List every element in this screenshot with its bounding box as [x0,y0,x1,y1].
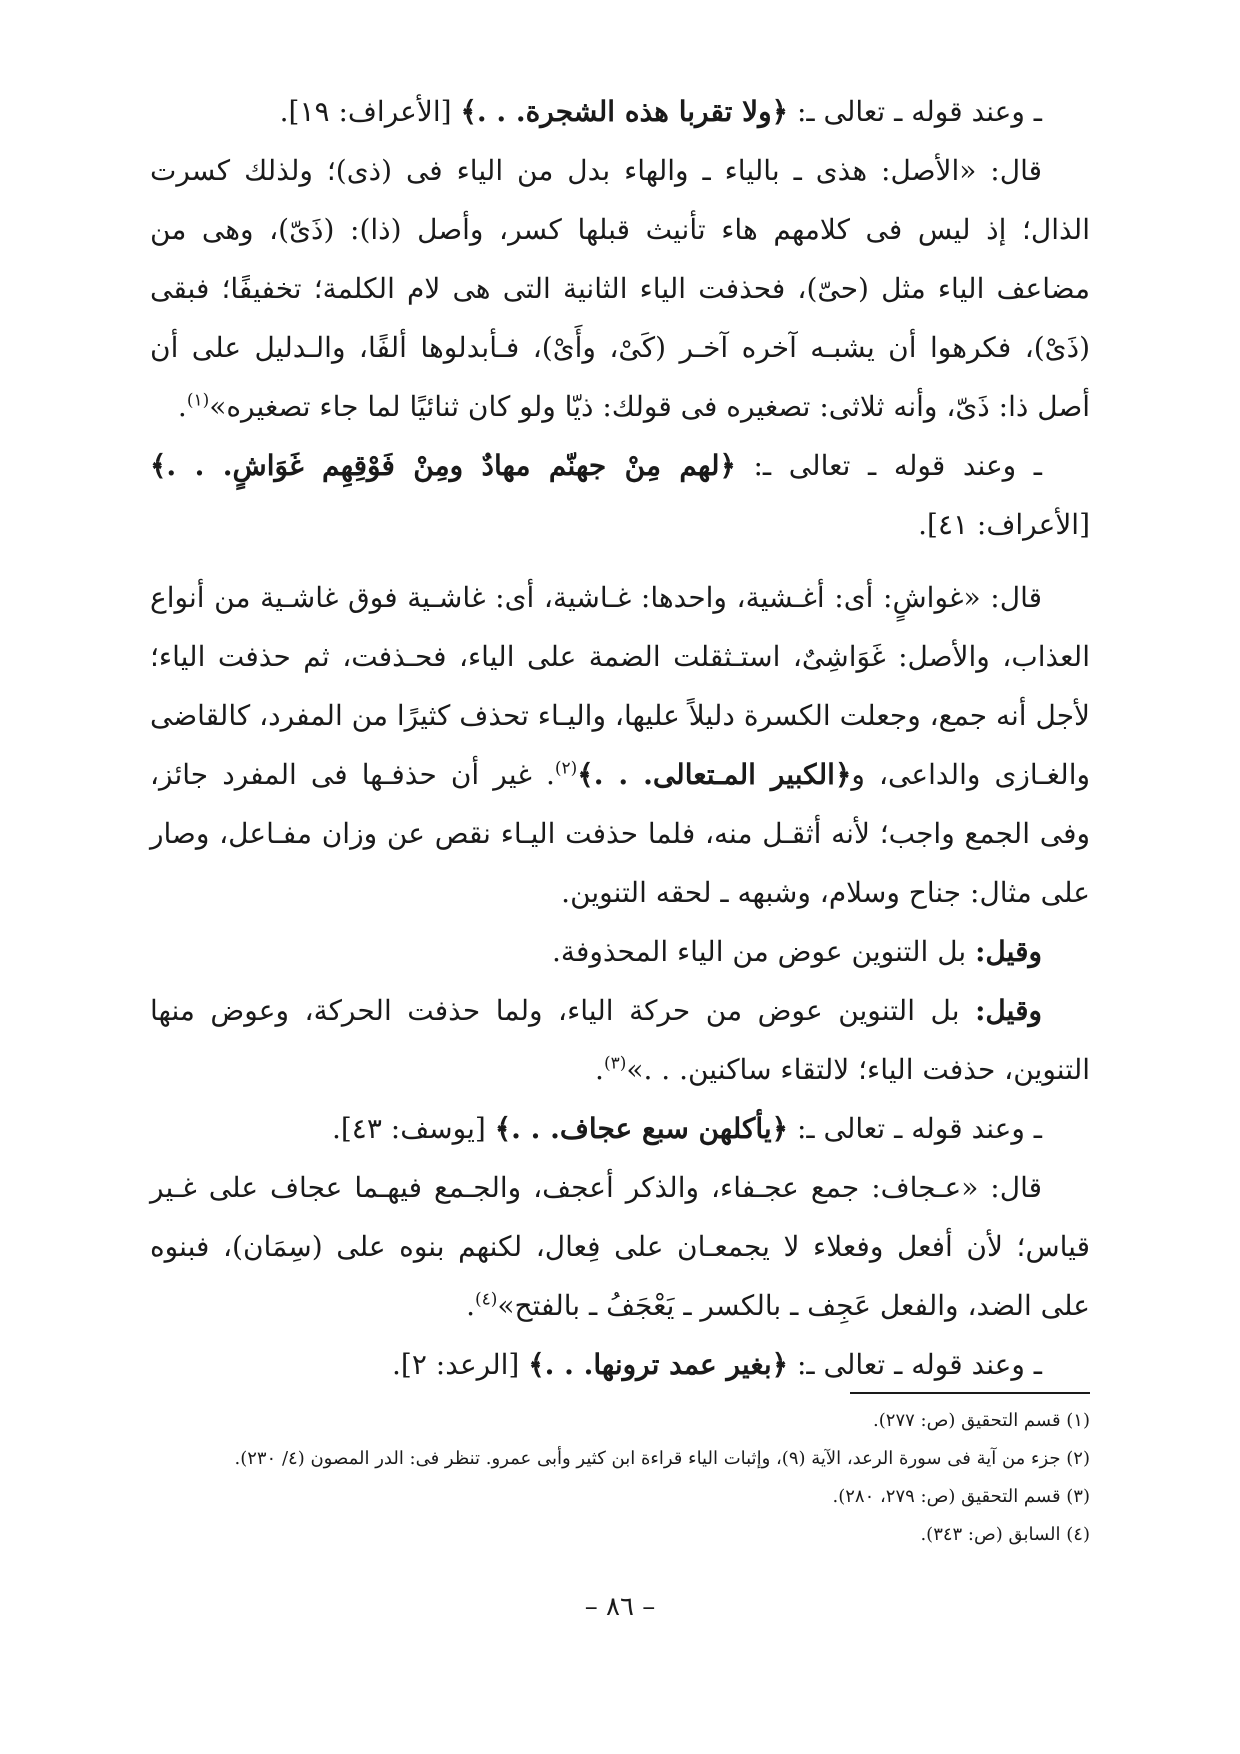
paragraph-opinion-2: وقيل: بل التنوين عوض من حركة الياء، ولما حذفت الحركة، وعوض منها التنوين، حذفت الياء؛ لالتقاء ساكنين. . .»$^{(٣)}$. [150,994,1090,1086]
verse-reference: [الرعد: ٢]. [392,1348,529,1381]
footnote-1: (١) قسم التحقيق (ص: ٢٧٧). [873,1410,1090,1431]
paragraph-quran-citation-1: ـ وعند قوله ـ تعالى ـ: ﴿ولا تقربا هذه الشجرة. . .﴾ [الأعراف: ١٩]. [279,95,1042,128]
paragraph-commentary-1: قال: «الأصل: هذى ـ بالياء ـ والهاء بدل من الياء فى (ذى)؛ ولذلك كسرت الذال؛ إذ ليس فى كلامهم هاء تأنيث قبلها كسر، وأصل (ذا): (ذَىّ)، وهى من مضاعف الياء مثل (حىّ)، فحذفت الياء الثانية التى هى لام الكلمة؛ تخفيفًا؛ فبقى (ذَىْ)، فكرهوا أن يشبـه آخره آخـر (كَىْ، وأَىْ)، فـأبدلوها ألفًا، والـدليل على أن أصل ذا: ذَىّ، وأنه ثلاثى: تصغيره فى قولك: ذيّا ولو كان ثنائيًا لما جاء تصغيره»$^{(١)}$. [150,154,1090,423]
opinion-label: وقيل: [975,994,1042,1027]
paragraph-commentary-2: قال: «غواشٍ: أى: أغـشية، واحدها: غـاشية، أى: غاشـية فوق غاشـية من أنواع العذاب، والأصل: غَوَاشِىٌ، استـثقلت الضمة على الياء، فحـذفت، ثم حذفت الياء؛ لأجل أنه جمع، وجعلت الكسرة دليلاً عليها، واليـاء تحذف كثيرًا من المفرد، كالقاضى والغـازى والداعى، و﴿الكبير المـتعالى. . .﴾$^{(٢)}$. غير أن حذفـها فى المفرد جائز، وفى الجمع واجب؛ لأنه أثقـل منه، فلما حذفت اليـاء نقص عن وزان مفـاعل، وصار على مثال: جناح وسلام، وشبهه ـ لحقه التنوين. [150,581,1091,909]
opinion-label: وقيل: [975,935,1042,968]
paragraph-quran-citation-4: ـ وعند قوله ـ تعالى ـ: ﴿بغير عمد ترونها. . .﴾ [الرعد: ٢]. [392,1348,1042,1381]
paragraph-quran-citation-2: ـ وعند قوله ـ تعالى ـ: ﴿لهم مِنْ جهنّم مهادٌ ومِنْ فَوْقِهِم غَوَاشٍ. . .﴾ [الأعراف: ٤١]. [150,449,1090,541]
paragraph-opinion-1: وقيل: بل التنوين عوض من الياء المحذوفة. [552,935,1042,968]
footnote-3: (٣) قسم التحقيق (ص: ٢٧٩، ٢٨٠). [832,1486,1090,1507]
main-text [150,82,1090,1394]
footnote-divider [850,1392,1090,1394]
paragraph-commentary-3: قال: «عـجاف: جمع عجـفاء، والذكر أعجف، والجـمع فيهـما عجاف على غـير قياس؛ لأن أفعل وفعلاء لا يجمعـان على فِعال، لكنهم بنوه على (سِمَان)، فبنوه على الضد، والفعل عَجِف ـ بالكسر ـ يَعْجَفُ ـ بالفتح»$^{(٤)}$. [150,1171,1090,1322]
quran-verse: ﴿ولا تقربا هذه الشجرة. . .﴾ [460,95,789,128]
footnote-4: (٤) السابق (ص: ٣٤٣). [920,1524,1090,1545]
quran-verse: ﴿الكبير المـتعالى. . .﴾ [577,758,852,791]
footnote-marker: (٤) [474,1289,498,1310]
quran-verse: ﴿لهم مِنْ جهنّم مهادٌ ومِنْ فَوْقِهِم غَوَاشٍ. . .﴾ [150,449,736,482]
footnote-marker: (٣) [603,1053,627,1074]
page-number: – ٨٦ – [584,1592,656,1622]
footnote-2: (٢) جزء من آية فى سورة الرعد، الآية (٩)، وإثبات الياء قراءة ابن كثير وأبى عمرو. تنظر فى: الدر المصون (٤/ ٢٣٠). [234,1448,1090,1469]
verse-reference: [يوسف: ٤٣]. [331,1112,495,1145]
spacer [150,554,1090,568]
quran-verse: ﴿يأكلهن سبع عجاف. . .﴾ [494,1112,789,1145]
footnote-marker: (١) [186,390,210,411]
verse-reference: [الأعراف: ٤١]. [918,508,1090,541]
quran-verse: ﴿بغير عمد ترونها. . .﴾ [528,1348,789,1381]
footnotes [150,1402,1090,1554]
verse-reference: [الأعراف: ١٩]. [279,95,461,128]
paragraph-quran-citation-3: ـ وعند قوله ـ تعالى ـ: ﴿يأكلهن سبع عجاف. . .﴾ [يوسف: ٤٣]. [331,1112,1042,1145]
footnote-marker: (٢) [554,758,578,779]
